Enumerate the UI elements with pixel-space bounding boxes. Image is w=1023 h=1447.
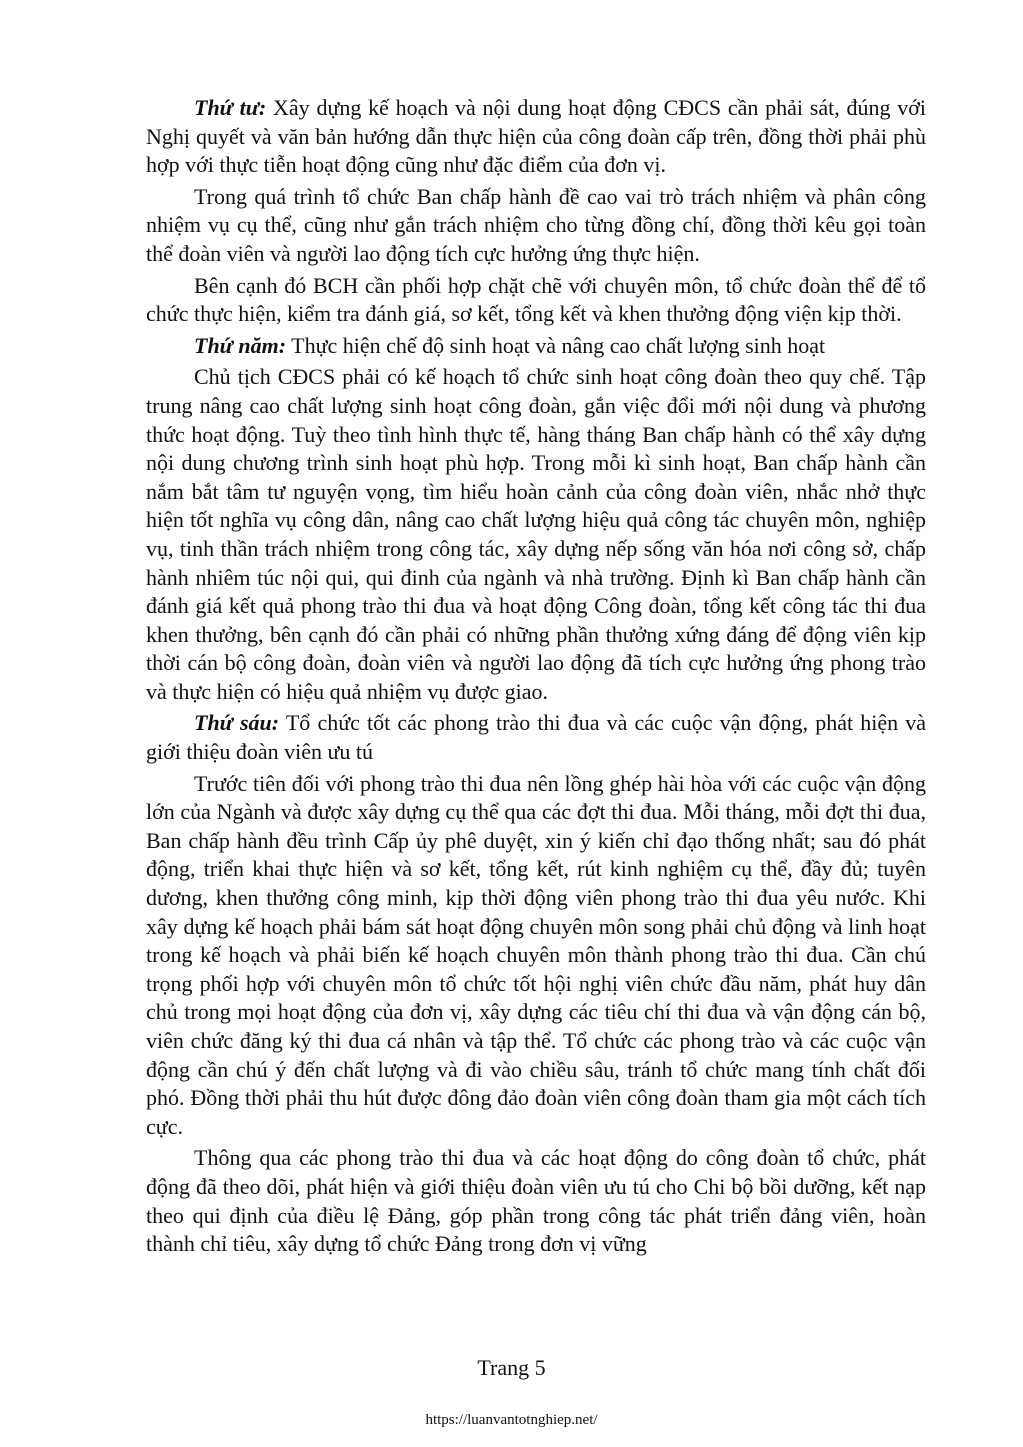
- section-lead-thu-nam: Thứ năm:: [194, 332, 287, 358]
- paragraph-text: Trước tiên đối với phong trào thi đua nên lồng ghép hài hòa với các cuộc vận động lớn của Ngành và được xây dựng cụ thể qua các đợt thi đua. Mỗi tháng, mỗi đợt thi đua, Ban chấp hành đều trình Cấp ủy phê duyệt, xin ý kiến chỉ đạo thống nhất; sau đó phát động, triển khai thực hiện và sơ kết, tổng kết, rút kinh nghiệm cụ thể, đầy đủ; tuyên dương, khen thưởng công minh, kịp thời động viên phong trào thi đua yêu nước. Khi xây dựng kế hoạch phải bám sát hoạt động chuyên môn song phải chủ động và linh hoạt trong kế hoạch và phải biến kế hoạch chuyên môn thành phong trào thi đua. Cần chú trọng phối hợp với chuyên môn tổ chức tốt hội nghị viên chức đầu năm, phát huy dân chủ trong mọi hoạt động của đơn vị, xây dựng các tiêu chí thi đua và vận động cán bộ, viên chức đăng ký thi đua cá nhân và tập thể. Tổ chức các phong trào và các cuộc vận động cần chú ý đến chất lượng và đi vào chiều sâu, tránh tổ chức mang tính chất đối phó. Đồng thời phải thu hút được đông đảo đoàn viên công đoàn tham gia một cách tích cực.: [146, 770, 926, 1139]
- paragraph-body: [146, 1144, 926, 1258]
- document-body: [146, 94, 926, 1262]
- paragraph-text: Bên cạnh đó BCH cần phối hợp chặt chẽ với chuyên môn, tổ chức đoàn thể để tổ chức thực hiện, kiểm tra đánh giá, sơ kết, tổng kết và khen thưởng động viện kịp thời.: [146, 272, 926, 327]
- paragraph-body: [146, 770, 926, 1142]
- page-number: Trang 5: [477, 1355, 546, 1380]
- paragraph-thu-nam: [146, 332, 926, 361]
- section-lead-thu-tu: Thứ tư:: [194, 95, 267, 120]
- paragraph-body: [146, 272, 926, 329]
- paragraph-text: Xây dựng kế hoạch và nội dung hoạt động CĐCS cần phải sát, đúng với Nghị quyết và văn bản hướng dẫn thực hiện của công đoàn cấp trên, đồng thời phải phù hợp với thực tiễn hoạt động cũng như đặc điểm của đơn vị.: [146, 95, 926, 178]
- paragraph-text: Trong quá trình tổ chức Ban chấp hành đề cao vai trò trách nhiệm và phân công nhiệm vụ cụ thể, cũng như gắn trách nhiệm cho từng đồng chí, đồng thời kêu gọi toàn thể đoàn viên và người lao động tích cực hưởng ứng thực hiện.: [146, 183, 926, 266]
- paragraph-thu-tu: [146, 94, 926, 180]
- paragraph-text: Thực hiện chế độ sinh hoạt và nâng cao chất lượng sinh hoạt: [286, 332, 826, 358]
- paragraph-body: [146, 363, 926, 706]
- paragraph-text: Tổ chức tốt các phong trào thi đua và các cuộc vận động, phát hiện và giới thiệu đoàn viên ưu tú: [146, 710, 926, 765]
- paragraph-text: Thông qua các phong trào thi đua và các hoạt động do công đoàn tổ chức, phát động đã theo dõi, phát hiện và giới thiệu đoàn viên ưu tú cho Chi bộ bồi dưỡng, kết nạp theo qui định của điều lệ Đảng, góp phần trong công tác phát triển đảng viên, hoàn thành chỉ tiêu, xây dựng tổ chức Đảng trong đơn vị vững: [146, 1145, 926, 1257]
- footer-url: https://luanvantotnghiep.net/: [425, 1412, 598, 1428]
- paragraph-thu-sau: [146, 709, 926, 766]
- paragraph-text: Chủ tịch CĐCS phải có kế hoạch tổ chức sinh hoạt công đoàn theo quy chế. Tập trung nâng cao chất lượng sinh hoạt công đoàn, gắn việc đổi mới nội dung và phương thức hoạt động. Tuỳ theo tình hình thực tế, hàng tháng Ban chấp hành có thể xây dựng nội dung chương trình sinh hoạt phù hợp. Trong mỗi kì sinh hoạt, Ban chấp hành cần nắm bắt tâm tư nguyện vọng, tìm hiểu hoàn cảnh của công đoàn viên, nhắc nhở thực hiện tốt nghĩa vụ công dân, nâng cao chất lượng hiệu quả công tác chuyên môn, nghiệp vụ, tinh thần trách nhiệm trong công tác, xây dựng nếp sống văn hóa nơi công sở, chấp hành nhiêm túc nội qui, qui đinh của ngành và nhà trường. Định kì Ban chấp hành cần đánh giá kết quả phong trào thi đua và hoạt động Công đoàn, tổng kết công tác thi đua khen thưởng, bên cạnh đó cần phải có những phần thưởng xứng đáng để động viên kịp thời cán bộ công đoàn, đoàn viên và người lao động đã tích cực hưởng ứng phong trào và thực hiện có hiệu quả nhiệm vụ được giao.: [146, 364, 926, 704]
- paragraph-body: [146, 183, 926, 269]
- section-lead-thu-sau: Thứ sáu:: [194, 710, 280, 736]
